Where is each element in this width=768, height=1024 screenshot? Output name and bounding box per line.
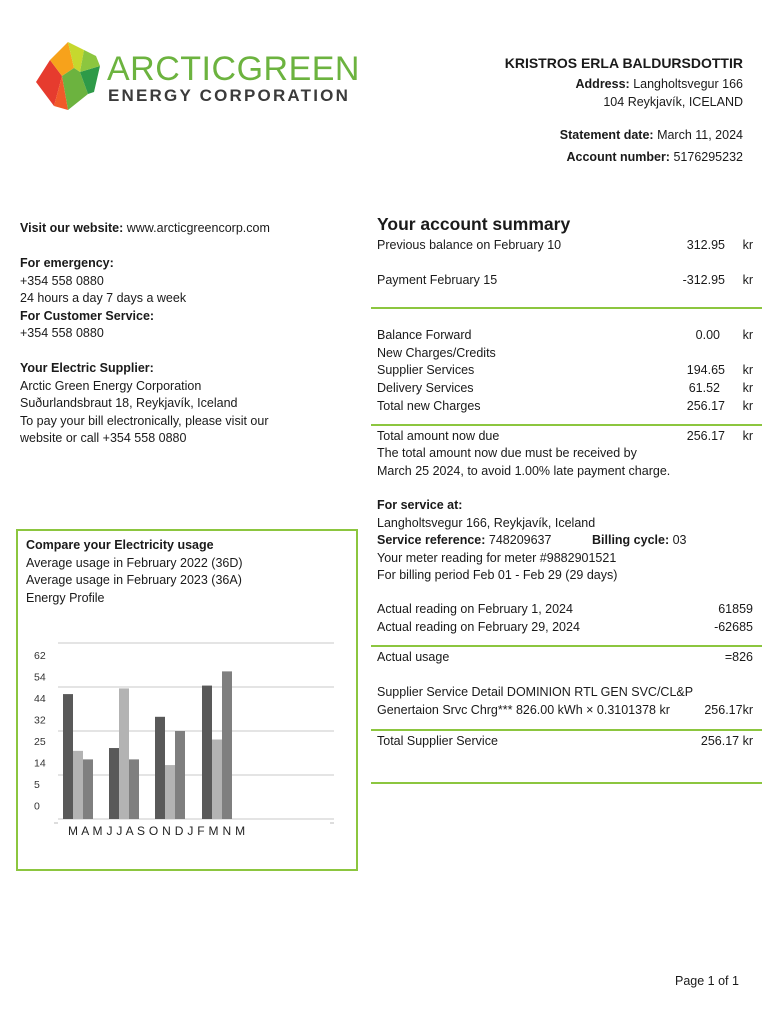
currency-unit: kr	[742, 273, 753, 287]
y-tick-label: 32	[34, 714, 46, 727]
usage-label: Actual usage	[377, 650, 450, 664]
divider	[371, 782, 762, 784]
total-supplier-row	[377, 733, 753, 750]
customer-name: KRISTROS ERLA BALDURSDOTTIR	[504, 55, 743, 71]
balance-forward-label: Balance Forward	[377, 328, 472, 342]
page-number: Page 1 of 1	[675, 974, 739, 988]
new-charges-label: New Charges/Credits	[377, 346, 496, 360]
usage-row	[377, 649, 753, 666]
statement-date-label: Statement date:	[559, 128, 654, 142]
total-supplier-label: Total Supplier Service	[377, 734, 498, 748]
pay-line1: To pay your bill electronically, please visit our	[20, 413, 269, 428]
currency-unit: kr	[742, 399, 753, 413]
total-due-value: 256.17	[686, 429, 725, 443]
reading1-value: 61859	[718, 602, 753, 616]
previous-balance-row	[377, 237, 753, 254]
currency-unit: kr	[742, 429, 753, 443]
bar-series3-G1	[83, 759, 93, 819]
currency-unit: kr	[742, 381, 753, 395]
customer-service-label: For Customer Service:	[20, 308, 155, 323]
bar-series2-G1	[73, 751, 83, 819]
divider	[371, 307, 762, 309]
compare-text	[26, 537, 243, 607]
detail-line1: Supplier Service Detail DOMINION RTL GEN SVC/CL&P	[377, 685, 694, 699]
balance-forward-row	[377, 327, 753, 344]
payment-row	[377, 272, 753, 289]
company-logo	[28, 36, 103, 114]
supplier-label: Your Electric Supplier:	[20, 361, 154, 375]
detail-line2: Genertaion Srvc Chrg*** 826.00 kWh × 0.3101378 kr	[377, 703, 670, 717]
total-due-row	[377, 428, 753, 445]
currency-unit: kr	[742, 238, 753, 252]
balance-forward-value: 0.00	[695, 328, 720, 342]
previous-balance-value: 312.95	[686, 238, 725, 252]
company-subtitle: ENERGY CORPORATION	[108, 86, 351, 105]
reading2-row	[377, 619, 753, 636]
supplier-services-value: 194.65	[686, 363, 725, 377]
reading1-label: Actual reading on February 1, 2024	[377, 602, 573, 616]
usage-compare-box	[16, 529, 358, 871]
supplier-services-row	[377, 362, 753, 379]
bar-series1-G1	[63, 694, 73, 819]
bar-series1-G4	[202, 686, 212, 819]
currency-unit: kr	[742, 328, 753, 342]
bar-series2-G4	[212, 740, 222, 819]
bar-series2-G3	[165, 765, 175, 819]
total-new-row	[377, 398, 753, 415]
service-block	[377, 497, 753, 585]
bar-series3-G4	[222, 671, 232, 819]
service-address: Langholtsvegur 166, Reykjavík, Iceland	[377, 515, 596, 530]
bar-series1-G3	[155, 717, 165, 819]
company-name-part2: GREEN	[236, 50, 360, 88]
currency-unit: kr	[742, 363, 753, 377]
reading1-row	[377, 601, 753, 618]
y-tick-label: 62	[34, 650, 46, 662]
customer-address	[576, 76, 743, 111]
bar-series2-G2	[119, 688, 129, 819]
reading2-value: -62685	[714, 620, 753, 634]
divider	[371, 424, 762, 426]
summary-title: Your account summary	[377, 214, 571, 234]
service-ref-label: Service reference:	[377, 533, 486, 547]
account-number-value: 5176295232	[673, 150, 743, 164]
account-number-label: Account number:	[566, 150, 670, 164]
emergency-hours: 24 hours a day 7 days a week	[20, 291, 187, 305]
y-tick-label: 5	[34, 779, 40, 791]
total-supplier-value: 256.17 kr	[700, 734, 753, 748]
usage-value: =826	[724, 650, 753, 664]
compare-line3: Energy Profile	[26, 590, 105, 605]
account-number	[567, 150, 744, 164]
detail-line2-row	[377, 702, 753, 719]
divider	[371, 729, 762, 731]
leaf-logo-icon	[28, 36, 103, 114]
due-note-line1: The total amount now due must be received by	[377, 446, 637, 460]
website-link[interactable]: www.arcticgreencorp.com	[126, 221, 270, 235]
payment-label: Payment February 15	[377, 273, 498, 287]
statement-date-value: March 11, 2024	[657, 128, 743, 142]
delivery-services-value: 61.52	[688, 381, 720, 395]
bar-series3-G2	[129, 759, 139, 819]
delivery-services-row	[377, 380, 753, 397]
pay-line2: website or call +354 558 0880	[20, 431, 187, 445]
previous-balance-label: Previous balance on February 10	[377, 238, 562, 252]
contact-info	[20, 220, 350, 448]
due-note	[377, 445, 670, 480]
total-due-label: Total amount now due	[377, 429, 500, 443]
website-label: Visit our website:	[20, 221, 124, 235]
detail-line1-row	[377, 684, 753, 701]
y-tick-label: 44	[34, 693, 46, 705]
billing-cycle-value: 03	[672, 533, 687, 547]
payment-value: -312.95	[682, 273, 725, 287]
total-new-value: 256.17	[686, 399, 725, 413]
compare-line2: Average usage in February 2023 (36A)	[26, 573, 242, 587]
supplier-address: Suðurlandsbraut 18, Reykjavík, Iceland	[20, 396, 238, 410]
service-ref-value: 748209637	[488, 533, 552, 547]
emergency-phone: +354 558 0880	[20, 273, 104, 288]
y-tick-label: 54	[34, 671, 46, 684]
customer-service-phone: +354 558 0880	[20, 326, 104, 340]
new-charges-row	[377, 345, 753, 362]
compare-line1: Average usage in February 2022 (36D)	[26, 555, 243, 570]
reading2-label: Actual reading on February 29, 2024	[377, 620, 580, 634]
billing-cycle-label: Billing cycle:	[592, 533, 670, 547]
company-name-part1: ARCTIC	[107, 50, 237, 88]
divider	[371, 645, 762, 647]
due-note-line2: March 25 2024, to avoid 1.00% late payment charge.	[377, 463, 671, 478]
x-tick-labels: M A M J J A S O N D J F M N M	[68, 824, 246, 838]
address-line2: 104 Reykjavík, ICELAND	[603, 94, 743, 109]
detail-amount: 256.17kr	[704, 703, 753, 717]
address-label: Address:	[575, 77, 630, 91]
bar-series3-G3	[175, 731, 185, 819]
meter-line: Your meter reading for meter #9882901521	[377, 550, 617, 565]
y-tick-label: 14	[34, 757, 46, 770]
usage-bar-chart	[18, 629, 356, 869]
period-line: For billing period Feb 01 - Feb 29 (29 days)	[377, 568, 618, 582]
total-new-label: Total new Charges	[377, 399, 481, 413]
y-tick-label: 0	[34, 800, 40, 813]
statement-date	[560, 128, 743, 142]
compare-title: Compare your Electricity usage	[26, 538, 214, 552]
bar-series1-G2	[109, 748, 119, 819]
service-at-label: For service at:	[377, 498, 463, 512]
emergency-label: For emergency:	[20, 256, 114, 270]
supplier-services-label: Supplier Services	[377, 363, 475, 377]
supplier-name: Arctic Green Energy Corporation	[20, 378, 202, 393]
address-line1: Langholtsvegur 166	[633, 77, 743, 91]
y-tick-label: 25	[34, 736, 46, 748]
company-name	[107, 52, 360, 86]
delivery-services-label: Delivery Services	[377, 381, 474, 395]
